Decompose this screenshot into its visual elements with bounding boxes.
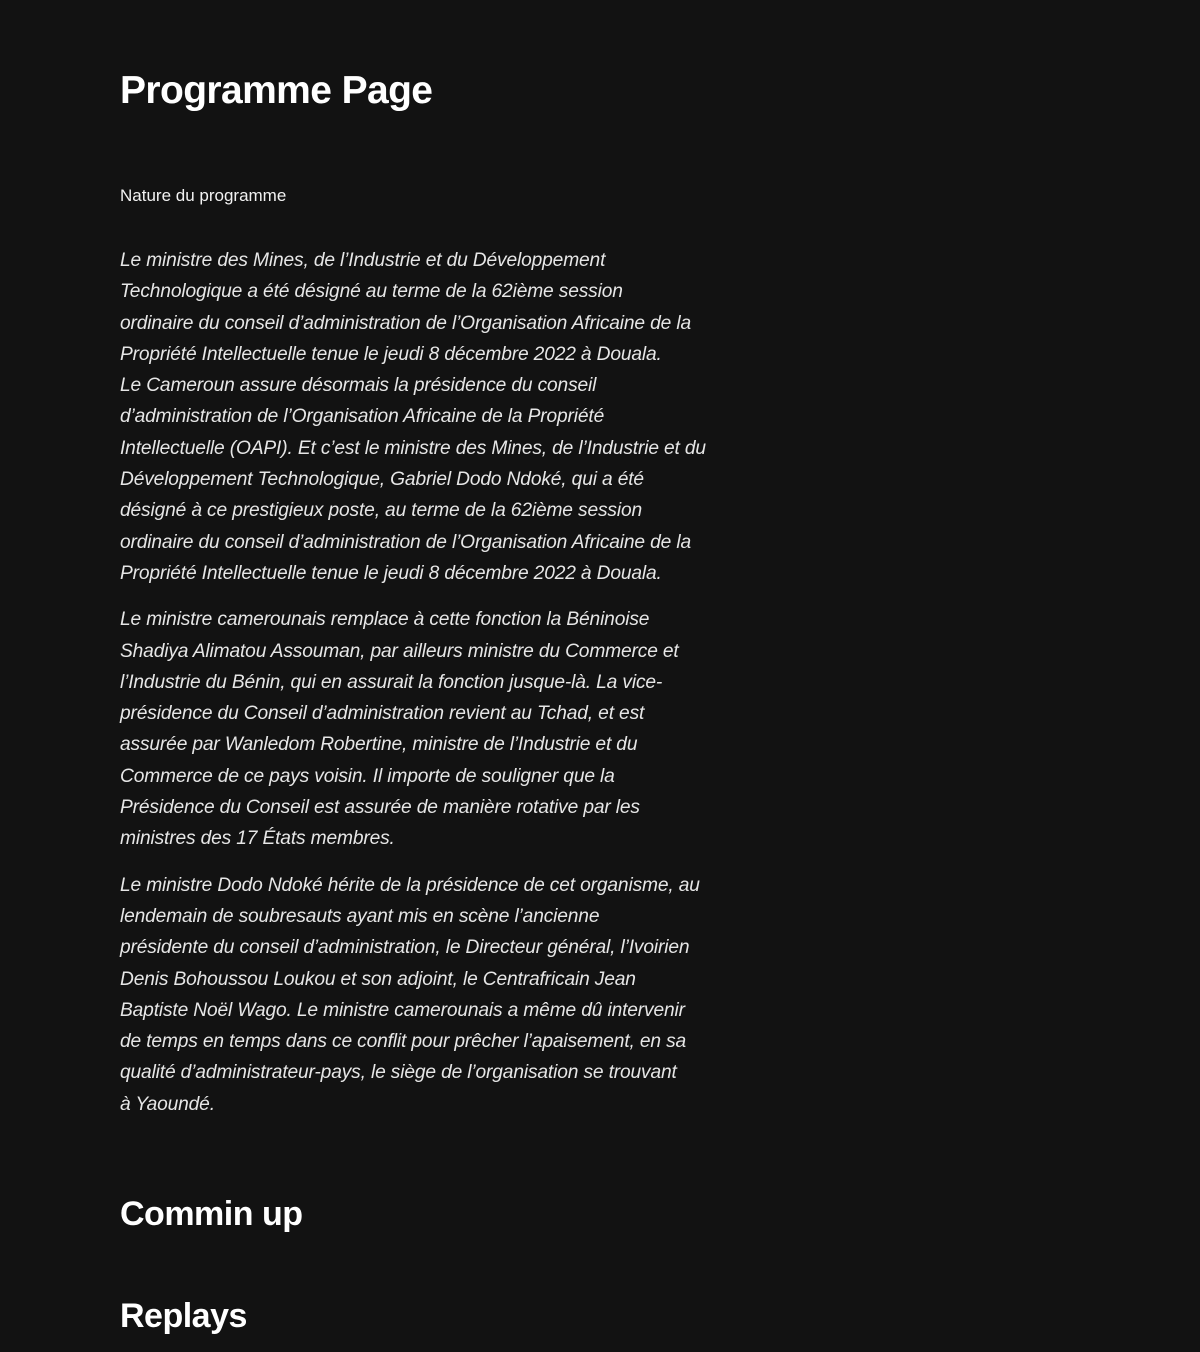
replays-heading: Replays bbox=[120, 1297, 247, 1335]
text-line: ordinaire du conseil d’administration de l’Organisation Africaine de la bbox=[120, 312, 691, 334]
text-line: Intellectuelle (OAPI). Et c’est le ministre des Mines, de l’Industrie et du bbox=[120, 437, 706, 459]
text-line: Présidence du Conseil est assurée de manière rotative par les bbox=[120, 797, 640, 819]
text-line: d’administration de l’Organisation Africaine de la Propriété bbox=[120, 406, 605, 428]
text-line: Développement Technologique, Gabriel Dodo Ndoké, qui a été bbox=[120, 469, 644, 491]
text-line: Commerce de ce pays voisin. Il importe de souligner que la bbox=[120, 765, 615, 787]
text-line: Le ministre des Mines, de l’Industrie et du Développement bbox=[120, 250, 606, 271]
text-line: Le ministre Dodo Ndoké hérite de la présidence de cet organisme, au bbox=[120, 874, 700, 896]
text-line: qualité d’administrateur-pays, le siège de l’organisation se trouvant bbox=[120, 1062, 677, 1084]
description-paragraph bbox=[120, 604, 800, 854]
text-line: présidente du conseil d’administration, le Directeur général, l’Ivoirien bbox=[120, 937, 690, 959]
description-paragraph bbox=[120, 870, 800, 1120]
text-line: Baptiste Noël Wago. Le ministre camerounais a même dû intervenir bbox=[120, 999, 685, 1021]
text-line: Technologique a été désigné au terme de la 62ième session bbox=[120, 281, 623, 303]
programme-description bbox=[120, 245, 800, 1135]
coming-up-heading: Commin up bbox=[120, 1195, 303, 1233]
text-line: ordinaire du conseil d’administration de l’Organisation Africaine de la bbox=[120, 531, 691, 553]
programme-nature-label: Nature du programme bbox=[120, 186, 287, 205]
text-line: Denis Bohoussou Loukou et son adjoint, le Centrafricain Jean bbox=[120, 968, 636, 990]
text-line: l’Industrie du Bénin, qui en assurait la fonction jusque-là. La vice- bbox=[120, 671, 663, 693]
text-line: désigné à ce prestigieux poste, au terme de la 62ième session bbox=[120, 500, 643, 522]
text-line: Le ministre camerounais remplace à cette fonction la Béninoise bbox=[120, 609, 650, 631]
text-line: ministres des 17 États membres. bbox=[120, 828, 395, 850]
text-line: Le Cameroun assure désormais la présidence du conseil bbox=[120, 375, 597, 397]
text-line: Shadiya Alimatou Assouman, par ailleurs ministre du Commerce et bbox=[120, 640, 679, 662]
page-title: Programme Page bbox=[120, 69, 433, 112]
text-line: lendemain de soubresauts ayant mis en scène l’ancienne bbox=[120, 905, 600, 927]
text-line: présidence du Conseil d’administration revient au Tchad, et est bbox=[120, 703, 645, 725]
text-line: Propriété Intellectuelle tenue le jeudi 8 décembre 2022 à Douala. bbox=[120, 343, 662, 365]
text-line: Propriété Intellectuelle tenue le jeudi 8 décembre 2022 à Douala. bbox=[120, 562, 662, 584]
text-line: de temps en temps dans ce conflit pour prêcher l’apaisement, en sa bbox=[120, 1031, 687, 1053]
description-paragraph bbox=[120, 245, 800, 589]
text-line: à Yaoundé. bbox=[120, 1093, 215, 1115]
text-line: assurée par Wanledom Robertine, ministre de l’Industrie et du bbox=[120, 734, 638, 756]
